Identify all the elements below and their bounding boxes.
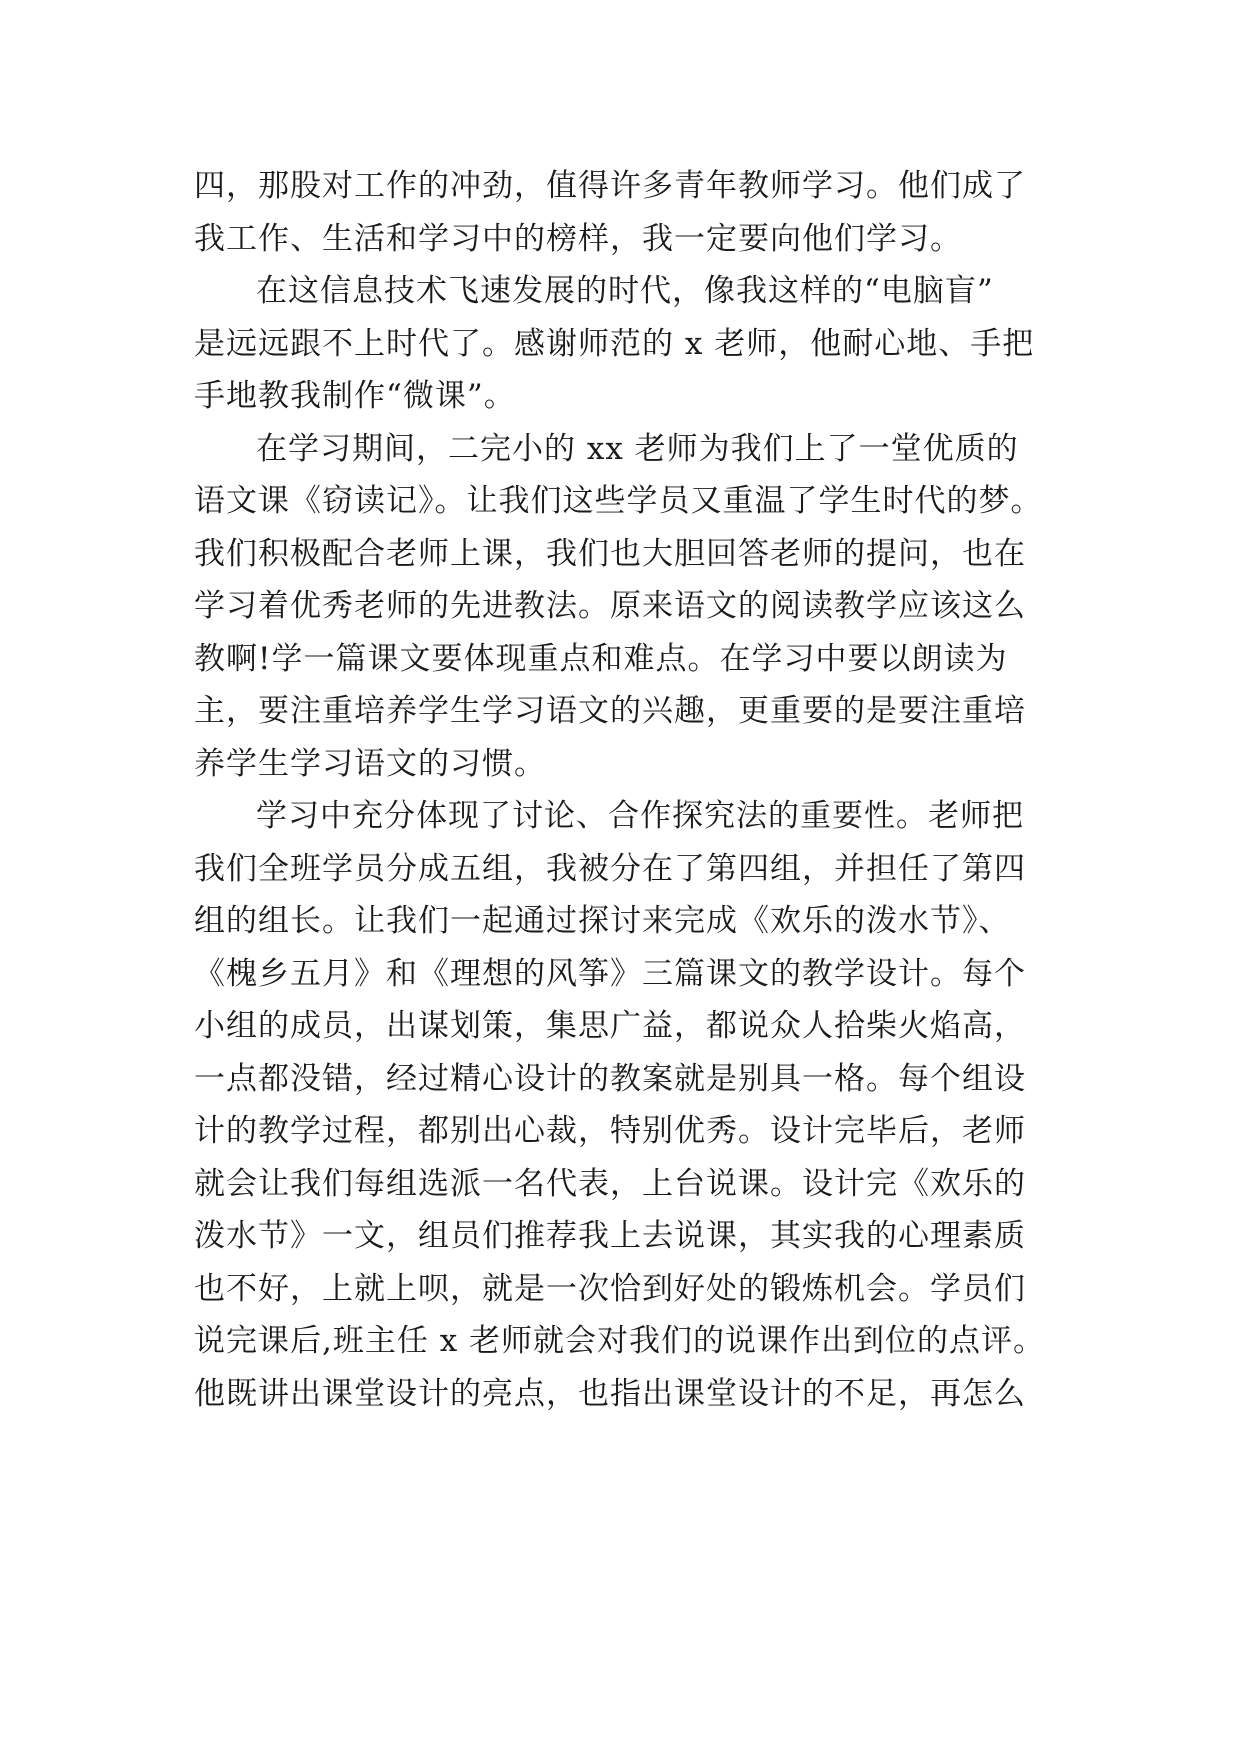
text-line: 泼水节》一文，组员们推荐我上去说课，其实我的心理素质 [194,1218,1026,1254]
text-line: 说完课后,班主任 x 老师就会对我们的说课作出到位的点评。 [194,1323,1046,1359]
text-line: 《槐乡五月》和《理想的风筝》三篇课文的教学设计。每个 [194,955,1026,992]
text-line: 学习着优秀老师的先进教法。原来语文的阅读教学应该这么 [194,588,1026,624]
text-line: 手地教我制作“微课”。 [194,378,516,414]
text-line: 就会让我们每组选派一名代表，上台说课。设计完《欢乐的 [194,1165,1026,1202]
text-line: 是远远跟不上时代了。感谢师范的 x 老师，他耐心地、手把 [194,325,1035,362]
body-text [194,160,1064,1420]
text-line: 主，要注重培养学生学习语文的兴趣，更重要的是要注重培 [194,693,1026,729]
text-line: 组的组长。让我们一起通过探讨来完成《欢乐的泼水节》、 [194,903,1011,939]
text-line: 语文课《窃读记》。让我们这些学员又重温了学生时代的梦。 [194,483,1043,519]
text-line: 我们积极配合老师上课，我们也大胆回答老师的提问，也在 [194,535,1026,572]
text-line: 在这信息技术飞速发展的时代，像我这样的“电脑盲” [256,273,994,309]
text-line: 计的教学过程，都别出心裁，特别优秀。设计完毕后，老师 [194,1113,1026,1149]
text-line: 小组的成员，出谋划策，集思广益，都说众人拾柴火焰高， [194,1008,1026,1044]
text-line: 一点都没错，经过精心设计的教案就是别具一格。每个组设 [194,1060,1026,1097]
text-line: 教啊!学一篇课文要体现重点和难点。在学习中要以朗读为 [194,640,1008,677]
text-line: 我工作、生活和学习中的榜样，我一定要向他们学习。 [194,220,962,257]
text-line: 他既讲出课堂设计的亮点，也指出课堂设计的不足，再怎么 [194,1375,1026,1412]
text-line: 我们全班学员分成五组，我被分在了第四组，并担任了第四 [194,850,1026,887]
text-line: 在学习期间，二完小的 xx 老师为我们上了一堂优质的 [256,430,1019,467]
text-line: 四，那股对工作的冲劲，值得许多青年教师学习。他们成了 [194,168,1026,204]
text-line: 学习中充分体现了讨论、合作探究法的重要性。老师把 [256,798,1024,834]
text-line: 养学生学习语文的习惯。 [194,745,546,782]
text-line: 也不好，上就上呗，就是一次恰到好处的锻炼机会。学员们 [194,1270,1026,1307]
